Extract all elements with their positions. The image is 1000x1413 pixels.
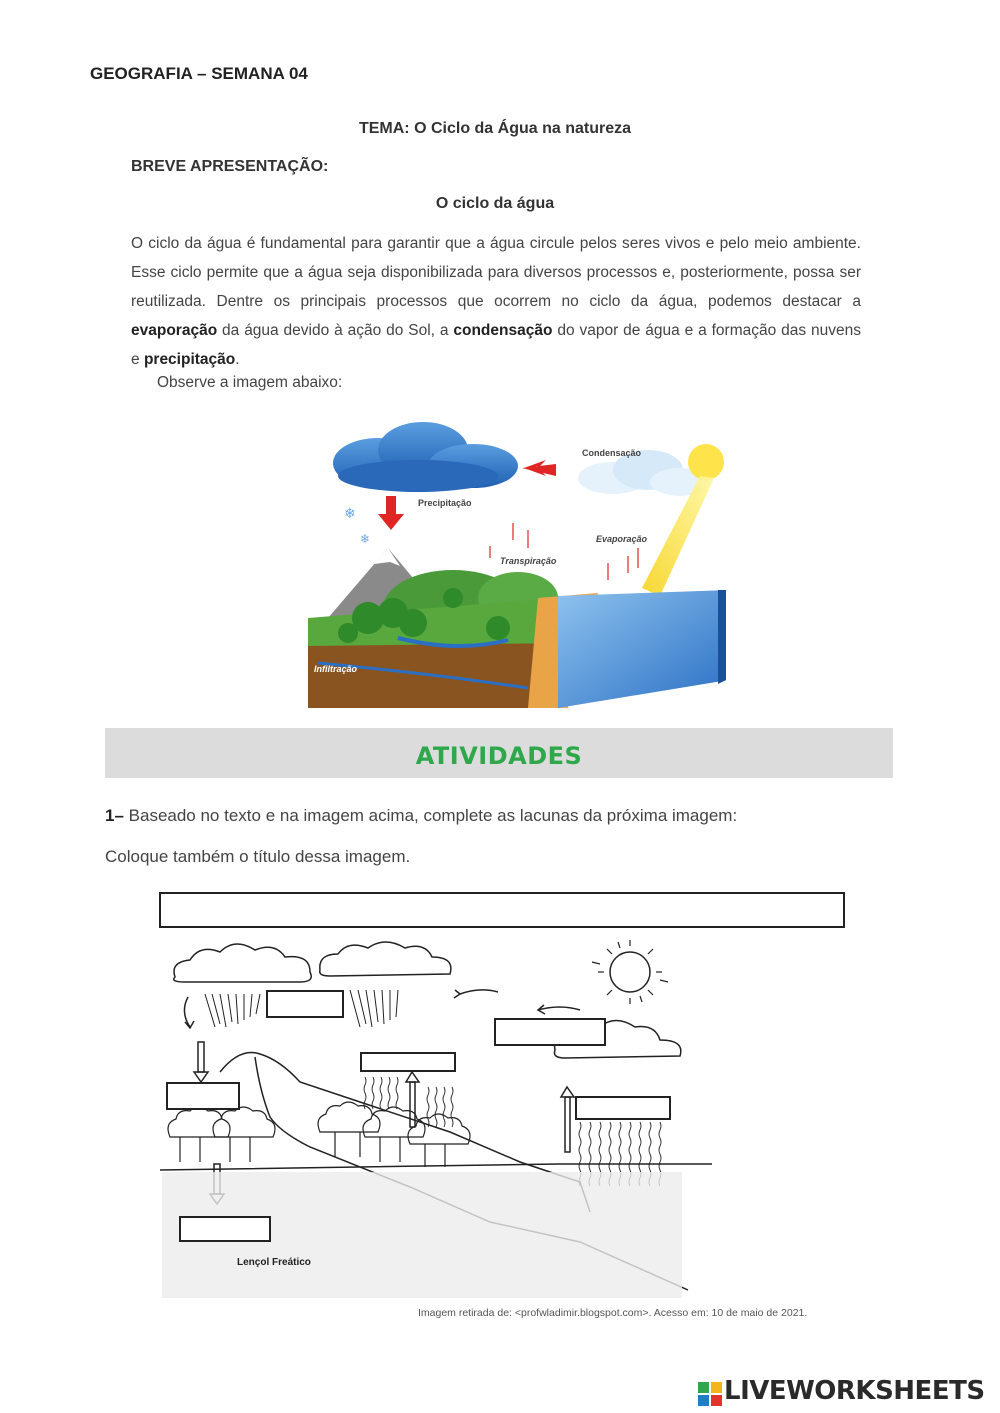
svg-text:❄: ❄ (360, 532, 371, 546)
sun-icon (688, 444, 724, 480)
cloud-left (174, 944, 312, 982)
arrow-curve-1 (460, 990, 498, 994)
cloud-middle (320, 942, 451, 976)
intro-title: O ciclo da água (435, 195, 555, 212)
label-infiltracao: Infiltração (314, 664, 358, 674)
para-text-3: do vapor de água e a formação das nuvens e (131, 322, 861, 368)
image-credit: Imagem retirada de: <profwladimir.blogspot.com>. Acesso em: 10 de maio de 2021. (418, 1307, 808, 1319)
rain-cloud (333, 422, 518, 492)
activities-banner-text: ATIVIDADES (415, 742, 583, 770)
blank-condensation[interactable] (494, 1018, 606, 1046)
label-lencol-freatico: Lençol Freático (237, 1257, 311, 1268)
page-header: GEOGRAFIA – SEMANA 04 (90, 64, 308, 83)
arrow-down-icon (386, 496, 396, 514)
intro-heading: BREVE APRESENTAÇÃO: (131, 158, 329, 175)
question-1 (105, 806, 737, 826)
para-bold-evaporacao: evaporação (131, 322, 218, 339)
label-evaporacao: Evaporação (596, 534, 648, 544)
label-condensacao: Condensação (582, 448, 642, 458)
blank-transpiration[interactable] (360, 1052, 456, 1072)
para-bold-precipitacao: precipitação (143, 351, 236, 368)
theme-label: TEMA: (358, 120, 410, 137)
blank-evaporation[interactable] (575, 1096, 671, 1120)
blank-precipitation[interactable] (266, 990, 344, 1018)
liveworksheets-brand: LIVEWORKSHEETS (724, 1376, 985, 1406)
para-text-4: . (235, 351, 240, 368)
theme-text: O Ciclo da Água na natureza (414, 120, 632, 137)
sea (558, 590, 726, 708)
question-1-instruction: Coloque também o título dessa imagem. (105, 847, 411, 866)
liveworksheets-logo-icon (698, 1382, 722, 1406)
worksheet-diagram (160, 932, 715, 1300)
para-text-1: O ciclo da água é fundamental para garantir que a água circule pelos seres vivos e pelo meio ambiente. Esse ciclo permite que a água seja disponibilizada para diversos processos e, posteriormente, possa ser reutilizada. Dentre os principais processos que ocorrem no ciclo da água, podemos destacar a (131, 235, 861, 310)
sun-outline-icon (610, 952, 650, 992)
activities-banner (105, 728, 893, 778)
label-transpiracao: Transpiração (500, 556, 557, 566)
blank-infiltration[interactable] (179, 1216, 271, 1242)
para-text-2: da água devido à ação do Sol, a (217, 322, 454, 339)
para-bold-condensacao: condensação (453, 322, 553, 339)
label-precipitacao: Precipitação (418, 498, 472, 508)
title-input-box[interactable] (159, 892, 845, 928)
blank-runoff[interactable] (166, 1082, 240, 1110)
svg-text:❄: ❄ (344, 506, 356, 522)
theme-line (0, 120, 990, 138)
intro-paragraph (131, 229, 861, 374)
tree-group (168, 1102, 470, 1167)
observe-text: Observe a imagem abaixo: (157, 374, 343, 391)
question-number: 1– (105, 806, 124, 825)
water-cycle-illustration (308, 418, 726, 708)
question-text: Baseado no texto e na imagem acima, complete as lacunas da próxima imagem: (123, 806, 738, 825)
